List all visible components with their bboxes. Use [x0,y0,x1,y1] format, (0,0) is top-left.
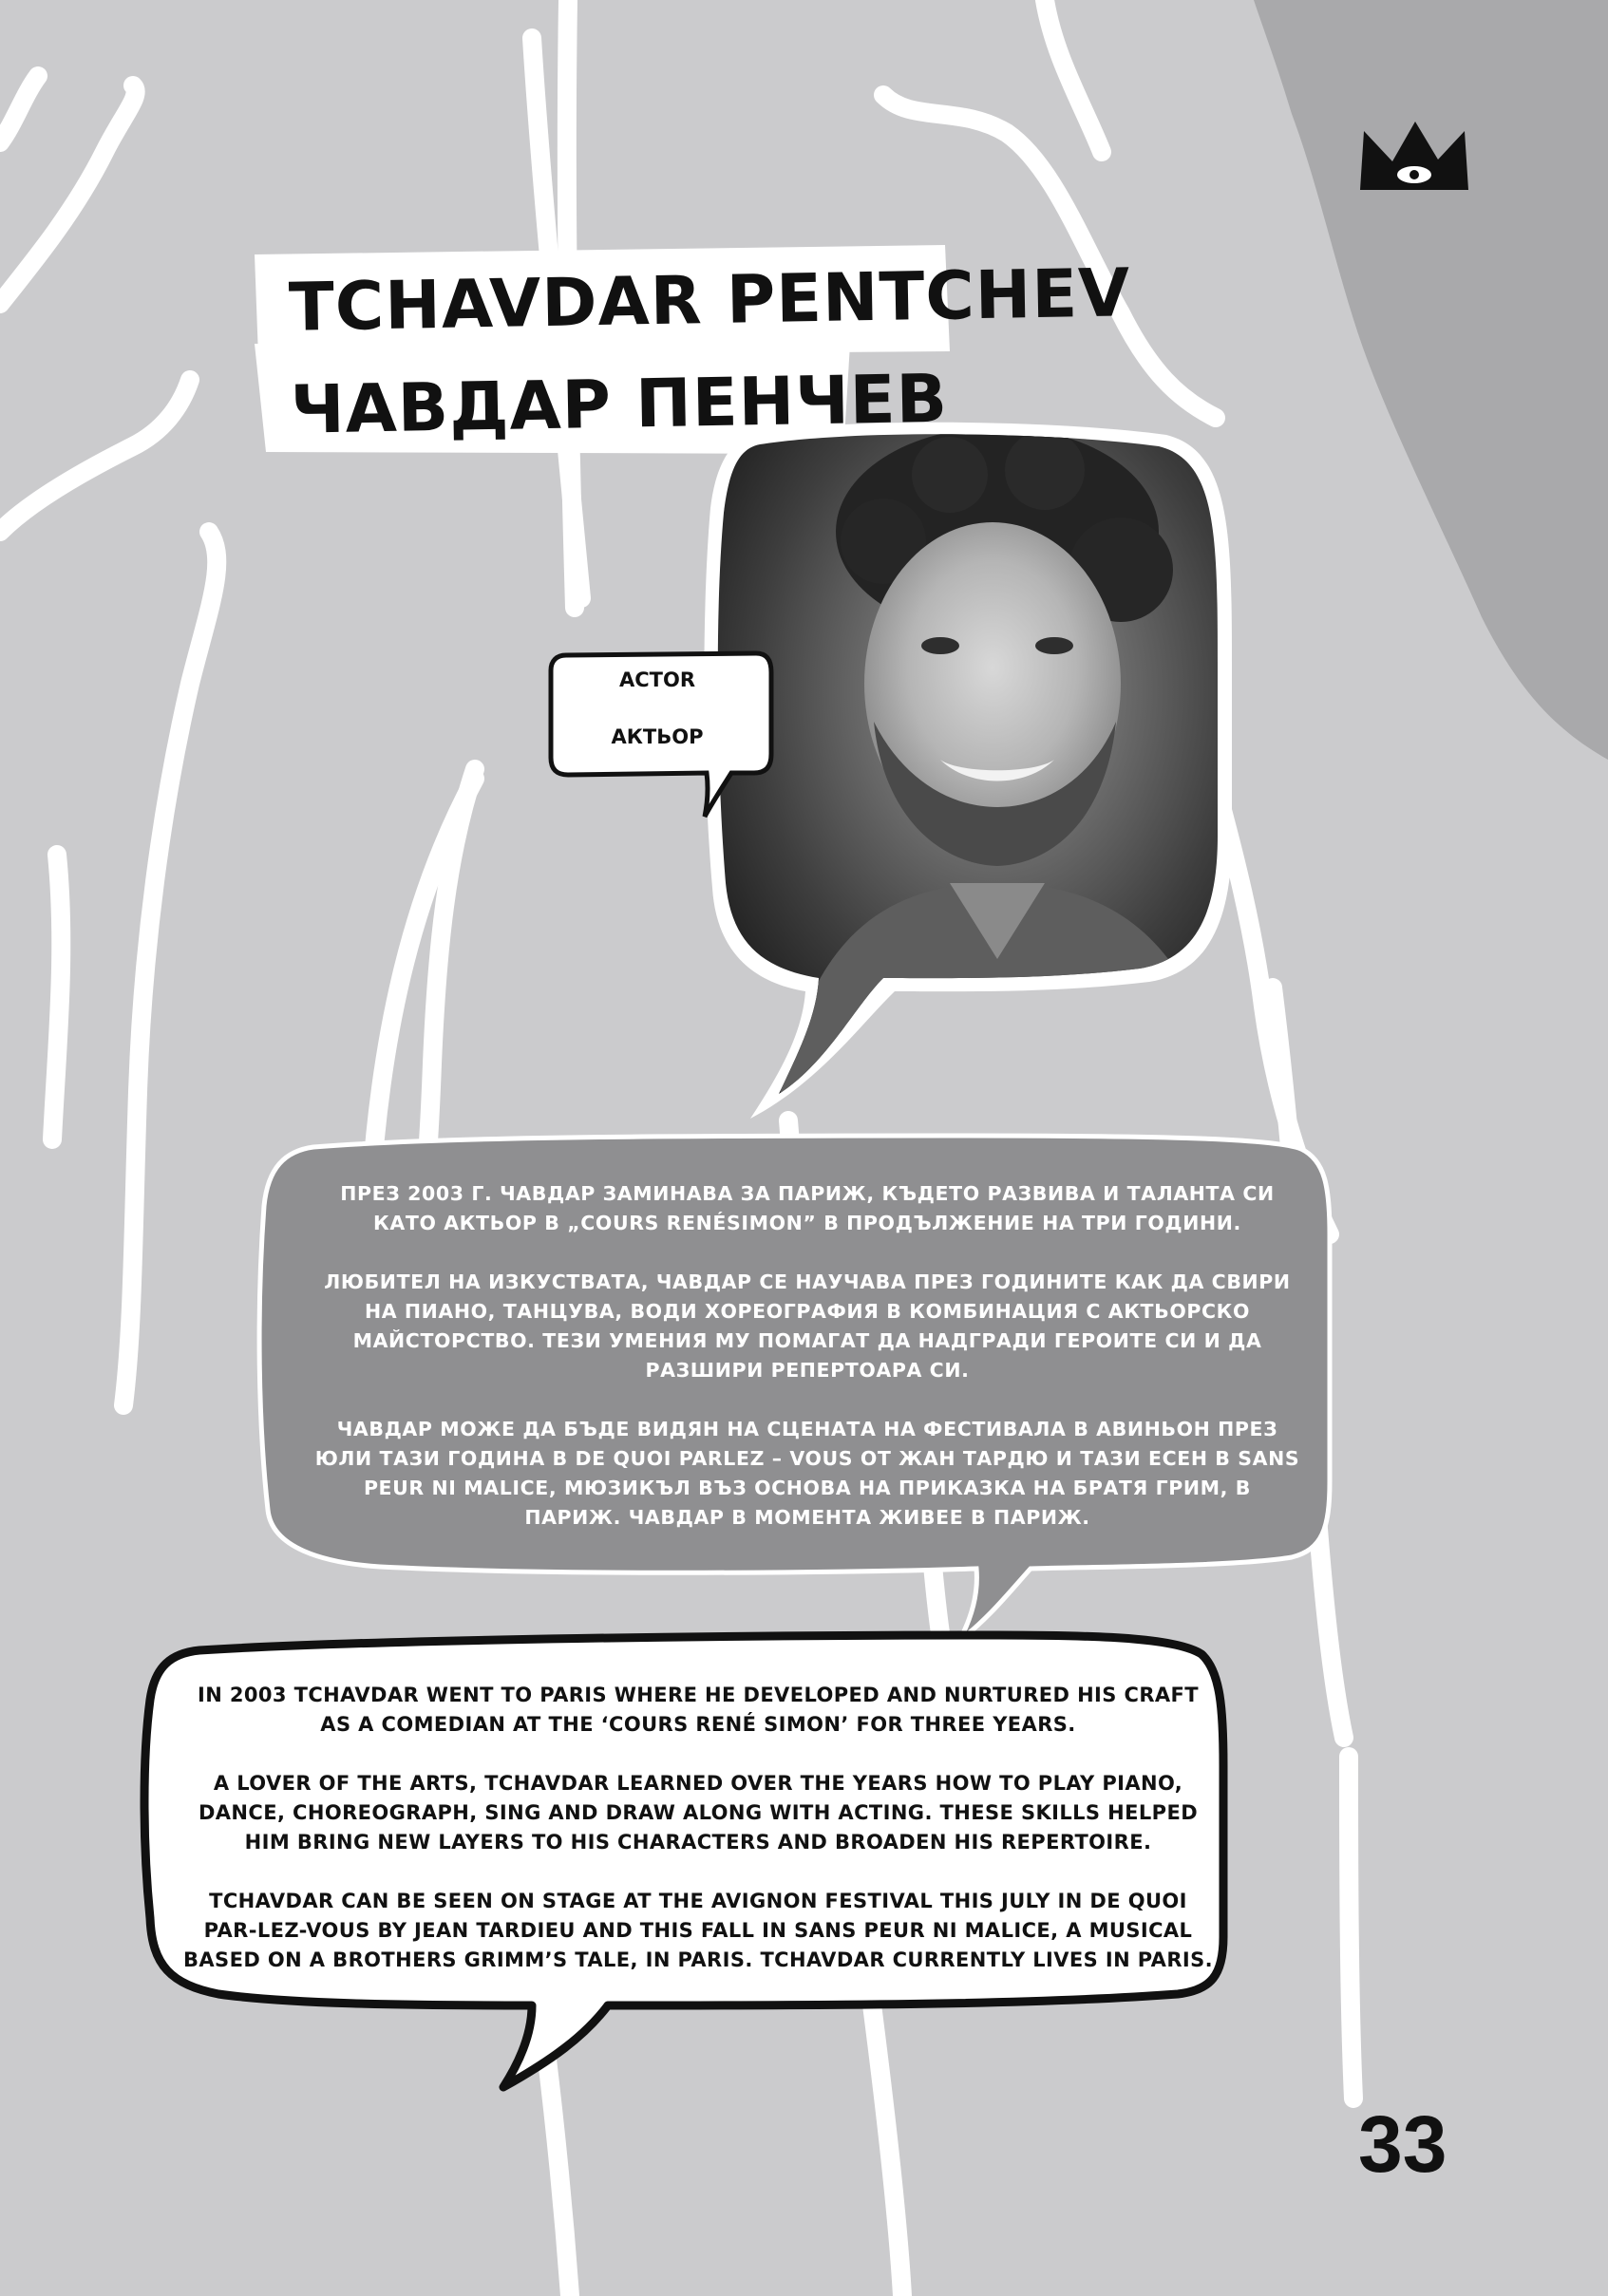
bio-english [180,1681,1216,2004]
bio-bg-paragraph: ЧАВДАР МОЖЕ ДА БЪДЕ ВИДЯН НА СЦЕНАТА НА ФЕСТИВАЛА В АВИНЬОН ПРЕЗ ЮЛИ ТАЗИ ГОДИНА В DE QUOI PARLEZ – VOUS ОТ ЖАН ТАРДЮ И ТАЗИ ЕСЕН В SANS PEUR NI MALICE, МЮЗИКЪЛ ВЪЗ ОСНОВА НА ПРИКАЗКА НА БРАТЯ ГРИМ, В ПАРИЖ. ЧАВДАР В МОМЕНТА ЖИВЕЕ В ПАРИЖ. [314,1418,1300,1529]
name-bulgarian: ЧАВДАР ПЕНЧЕВ [290,359,949,449]
bio-en-paragraph: IN 2003 TCHAVDAR WENT TO PARIS WHERE HE DEVELOPED AND NURTURED HIS CRAFT AS A COMEDIAN AT THE ‘COURS RENÉ SIMON’ FOR THREE YEARS. [197,1684,1200,1736]
bio-en-paragraph: A LOVER OF THE ARTS, TCHAVDAR LEARNED OVER THE YEARS HOW TO PLAY PIANO, DANCE, CHOREOGRAPH, SING AND DRAW ALONG WITH ACTING. THESE SKILLS HELPED HIM BRING NEW LAYERS TO HIS CHARACTERS AND BROADEN HIS REPERTOIRE. [198,1772,1199,1854]
portrait-photo [703,418,1235,1101]
role-bulgarian: АКТЬОР [611,725,704,748]
role-label [553,651,762,765]
corner-shade [1254,0,1608,760]
bio-bg-paragraph: ЛЮБИТЕЛ НА ИЗКУСТВАТА, ЧАВДАР СЕ НАУЧАВА ПРЕЗ ГОДИНИТЕ КАК ДА СВИРИ НА ПИАНО, ТАНЦУВА, ВОДИ ХОРЕОГРАФИЯ В КОМБИНАЦИЯ С АКТЬОРСКО МАЙСТОРСТВО. ТЕЗИ УМЕНИЯ МУ ПОМАГАТ ДА НАДГРАДИ ГЕРОИТЕ СИ И ДА РАЗШИРИ РЕПЕРТОАРА СИ. [324,1270,1291,1382]
page-number: 33 [1358,2099,1447,2189]
bio-en-paragraph: TCHAVDAR CAN BE SEEN ON STAGE AT THE AVIGNON FESTIVAL THIS JULY IN DE QUOI PAR-LEZ-VOUS BY JEAN TARDIEU AND THIS FALL IN SANS PEUR NI MALICE, A MUSICAL BASED ON A BROTHERS GRIMM’S TALE, IN PARIS. TCHAVDAR CURRENTLY LIVES IN PARIS. [182,1890,1214,1971]
role-english: ACTOR [618,668,695,691]
bio-bulgarian [313,1179,1301,1562]
name-english: TCHAVDAR PENTCHEV [288,254,1131,347]
bio-bg-paragraph: ПРЕЗ 2003 Г. ЧАВДАР ЗАМИНАВА ЗА ПАРИЖ, КЪДЕТО РАЗВИВА И ТАЛАНТА СИ КАТО АКТЬОР В „COURS RENÉSIMON” В ПРОДЪЛЖЕНИЕ НА ТРИ ГОДИНИ. [340,1182,1275,1234]
page-title [288,241,1133,461]
